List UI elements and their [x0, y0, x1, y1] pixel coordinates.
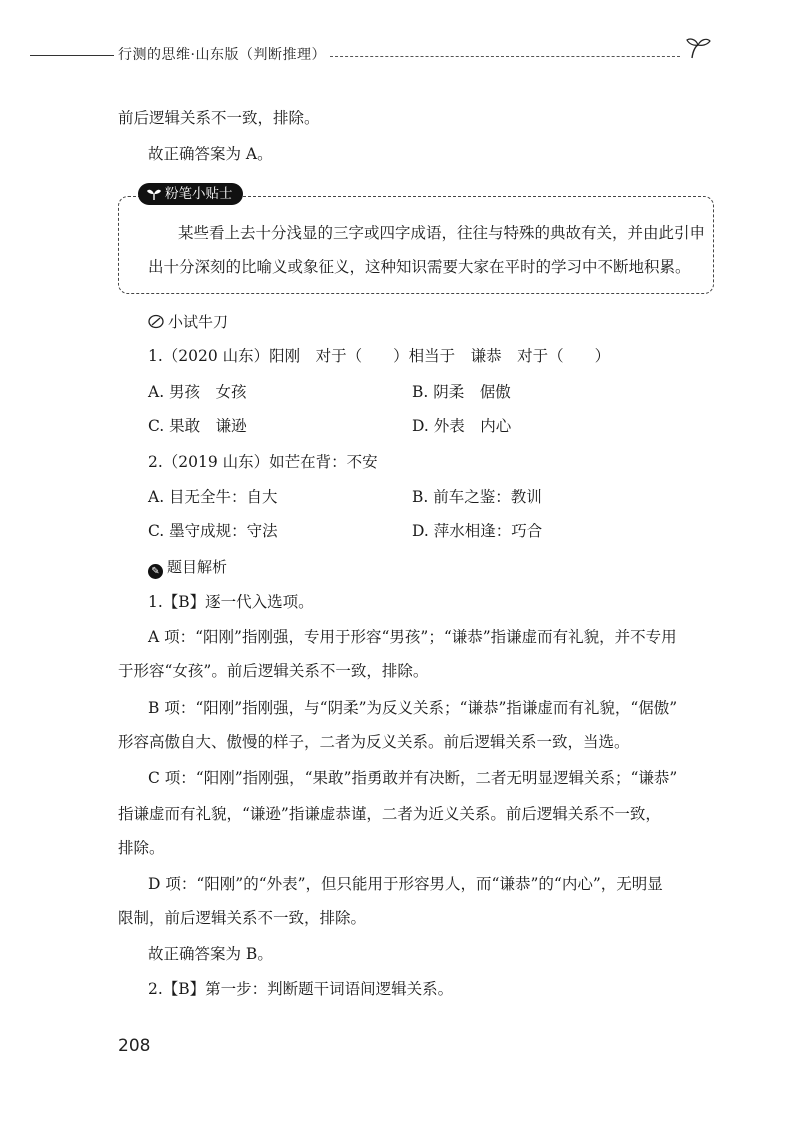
q1-option-a: A. 男孩 女孩	[148, 383, 247, 401]
tip-line-1: 某些看上去十分浅显的三字或四字成语，往往与特殊的典故有关，并由此引申	[178, 224, 706, 242]
analysis-icon: ✎	[148, 564, 163, 579]
analysis-c-line2: 指谦虚而有礼貌，“谦逊”指谦虚恭谨，二者为近义关系。前后逻辑关系不一致，	[118, 805, 661, 823]
prev-conclusion: 前后逻辑关系不一致，排除。	[118, 109, 320, 127]
analysis-heading-text: 题目解析	[167, 558, 228, 576]
q1-option-b: B. 阴柔 倨傲	[412, 383, 511, 401]
q2-option-a: A. 目无全牛：自大	[148, 488, 278, 506]
analysis-answer: 故正确答案为 B。	[148, 945, 273, 963]
practice-heading	[148, 311, 228, 332]
q2-option-b: B. 前车之鉴：教训	[412, 488, 542, 506]
q1-option-c: C. 果敢 谦逊	[148, 417, 247, 435]
sprout-icon	[684, 36, 712, 62]
page-number: 208	[118, 1036, 151, 1056]
tip-box	[118, 196, 714, 294]
sprout-badge-icon	[146, 187, 162, 201]
analysis-b-line2: 形容高傲自大、傲慢的样子，二者为反义关系。前后逻辑关系一致，当选。	[118, 733, 630, 751]
q1-stem: 1.（2020 山东）阳刚 对于（ ）相当于 谦恭 对于（ ）	[148, 347, 611, 365]
q2-option-c: C. 墨守成规：守法	[148, 522, 278, 540]
analysis-d-line1: D 项：“阳刚”的“外表”，但只能用于形容男人，而“谦恭”的“内心”，无明显	[148, 875, 663, 893]
prev-answer: 故正确答案为 A。	[148, 145, 273, 163]
q2-stem: 2.（2019 山东）如芒在背：不安	[148, 453, 378, 471]
running-header-title: 行测的思维·山东版（判断推理）	[118, 47, 326, 63]
analysis-a-line2: 于形容“女孩”。前后逻辑关系不一致，排除。	[118, 662, 429, 680]
analysis-a-line1: A 项：“阳刚”指刚强，专用于形容“男孩”；“谦恭”指谦虚而有礼貌，并不专用	[148, 628, 677, 646]
tip-line-2: 出十分深刻的比喻义或象征义，这种知识需要大家在平时的学习中不断地积累。	[148, 258, 691, 276]
header-rule-right	[330, 56, 680, 57]
analysis-q1-intro: 1.【B】逐一代入选项。	[148, 593, 314, 611]
analysis-b-line1: B 项：“阳刚”指刚强，与“阴柔”为反义关系；“谦恭”指谦虚而有礼貌，“倨傲”	[148, 699, 678, 717]
header-rule-left	[30, 55, 114, 56]
q2-option-d: D. 萍水相逢：巧合	[412, 522, 543, 540]
practice-heading-text: 小试牛刀	[168, 313, 229, 331]
analysis-heading	[148, 556, 227, 579]
pencil-circle-icon	[148, 314, 165, 329]
analysis-q2-intro: 2.【B】第一步：判断题干词语间逻辑关系。	[148, 980, 454, 998]
analysis-c-line1: C 项：“阳刚”指刚强，“果敢”指勇敢并有决断，二者无明显逻辑关系；“谦恭”	[148, 769, 678, 787]
tip-badge	[138, 183, 243, 205]
analysis-c-line3: 排除。	[118, 839, 165, 857]
q1-option-d: D. 外表 内心	[412, 417, 512, 435]
tip-badge-label: 粉笔小贴士	[165, 186, 233, 202]
analysis-d-line2: 限制，前后逻辑关系不一致，排除。	[118, 909, 367, 927]
